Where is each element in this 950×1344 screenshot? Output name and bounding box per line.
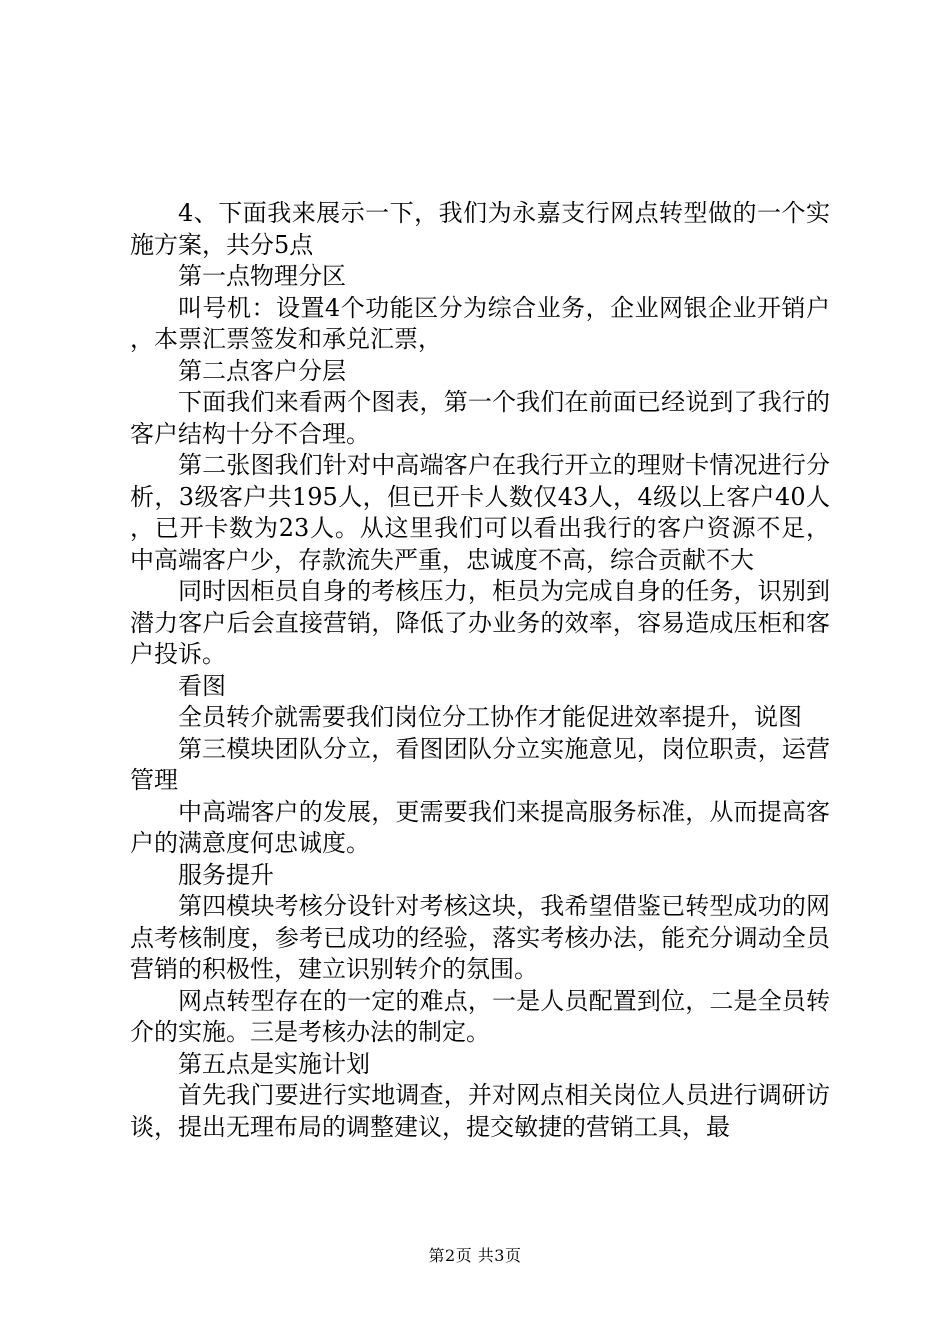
paragraph-see-chart: 看图	[178, 671, 226, 700]
paragraph-point-two-heading: 第二点客户分层	[178, 356, 346, 385]
paragraph-service-upgrade: 服务提升	[178, 860, 274, 889]
paragraph-two-charts: 下面我们来看两个图表，第一个我们在前面已经说到了我行的客户结构十分不合理。	[130, 388, 830, 448]
paragraph-service-standards: 中高端客户的发展，更需要我们来提高服务标准，从而提高客户的满意度何忠诚度。	[130, 797, 830, 857]
paragraph-module-four: 第四模块考核分设针对考核这块，我希望借鉴已转型成功的网点考核制度，参考已成功的经验，落实考核办法，能充分调动全员营销的积极性，建立识别转介的氛围。	[130, 892, 830, 983]
document-body	[130, 198, 830, 1143]
page-number-footer: 第2页 共3页	[428, 1246, 522, 1265]
paragraph-module-three: 第三模块团队分立，看图团队分立实施意见，岗位职责，运营管理	[130, 734, 830, 794]
paragraph-difficulties: 网点转型存在的一定的难点，一是人员配置到位，二是全员转介的实施。三是考核办法的制定。	[130, 986, 830, 1046]
paragraph-teller-pressure: 同时因柜员自身的考核压力，柜员为完成自身的任务，识别到潜力客户后会直接营销，降低了办业务的效率，容易造成压柜和客户投诉。	[130, 577, 830, 668]
paragraph-point-five-heading: 第五点是实施计划	[178, 1049, 370, 1078]
paragraph-second-chart-analysis: 第二张图我们针对中高端客户在我行开立的理财卡情况进行分析，3级客户共195人，但已开卡人数仅43人，4级以上客户40人，已开卡数为23人。从这里我们可以看出我行的客户资源不足，中高端客户少，存款流失严重，忠诚度不高，综合贡献不大	[130, 451, 830, 574]
paragraph-point-one-heading: 第一点物理分区	[178, 262, 346, 290]
paragraph-queue-machine: 叫号机：设置4个功能区分为综合业务，企业网银企业开销户，本票汇票签发和承兑汇票，	[130, 293, 830, 353]
paragraph-implementation-intro: 4、下面我来展示一下，我们为永嘉支行网点转型做的一个实施方案，共分5点	[130, 199, 830, 259]
paragraph-field-survey: 首先我门要进行实地调查，并对网点相关岗位人员进行调研访谈，提出无理布局的调整建议，提交敏捷的营销工具，最	[130, 1081, 830, 1141]
paragraph-referral-efficiency: 全员转介就需要我们岗位分工协作才能促进效率提升，说图	[178, 703, 802, 731]
